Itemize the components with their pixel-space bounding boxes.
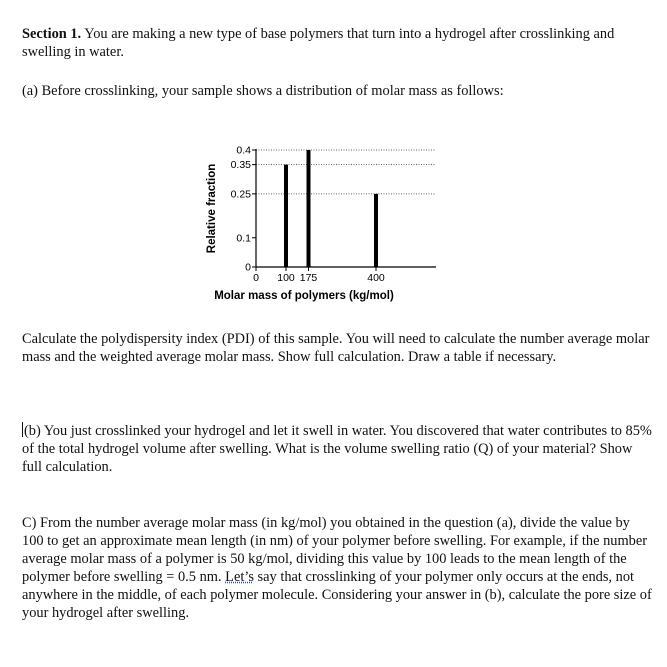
x-tick-label: 175 xyxy=(299,272,318,284)
y-tick-label: 0.35 xyxy=(230,159,251,172)
part-a-prompt: (a) Before crosslinking, your sample shows a distribution of molar mass as follows: xyxy=(22,83,504,99)
part-b-question xyxy=(22,422,652,476)
x-tick-label: 0 xyxy=(253,272,259,284)
part-c-text-before: C) From the number average molar mass (in kg/mol) you obtained in the question (a), divide the value by 100 to get an approximate mean length (in nm) of your polymer before swelling. For example, if the number average molar mass of a polymer is 50 kg/mol, dividing this value by 100 leads to the mean length of the polymer before swelling = 0.5 nm. xyxy=(22,515,648,585)
part-b-text: (b) You just crosslinked your hydrogel and let it swell in water. You discovered that water contributes to 85% of the total hydrogel volume after swelling. What is the volume swelling ratio (Q) of your material? Show full calculation. xyxy=(22,423,652,475)
bar-100 xyxy=(284,165,288,267)
intro-text: You are making a new type of base polymers that turn into a hydrogel after crosslinking and swelling in water. xyxy=(22,26,615,60)
x-axis-title: Molar mass of polymers (kg/mol) xyxy=(214,290,394,302)
bar-400 xyxy=(374,194,378,267)
part-c-question xyxy=(22,514,652,622)
y-axis-title: Relative fraction xyxy=(206,163,218,254)
y-tick-label: 0 xyxy=(245,261,251,274)
bar-175 xyxy=(307,150,311,267)
y-tick-label: 0.25 xyxy=(230,188,251,201)
y-tick-label: 0.1 xyxy=(236,232,251,245)
y-tick-label: 0.4 xyxy=(236,144,251,157)
spellcheck-flagged-word[interactable]: Let’s xyxy=(225,569,254,585)
molar-mass-bar-chart xyxy=(200,138,460,313)
part-a-question: Calculate the polydispersity index (PDI) of this sample. You will need to calculate the number average molar mass and the weighted average molar mass. Show full calculation. Draw a table if necessary. xyxy=(22,331,650,365)
section-label: Section 1. xyxy=(22,26,82,42)
x-tick-label: 100 xyxy=(277,272,295,284)
part-c-text-after: say that crosslinking of your polymer only occurs at the ends, not anywhere in the middle, of each polymer molecule. Considering your answer in (b), calculate the pore size of your hydrogel after swelling. xyxy=(22,569,652,621)
section-intro xyxy=(22,25,652,61)
x-tick-label: 400 xyxy=(367,272,385,284)
text-cursor xyxy=(22,422,23,437)
